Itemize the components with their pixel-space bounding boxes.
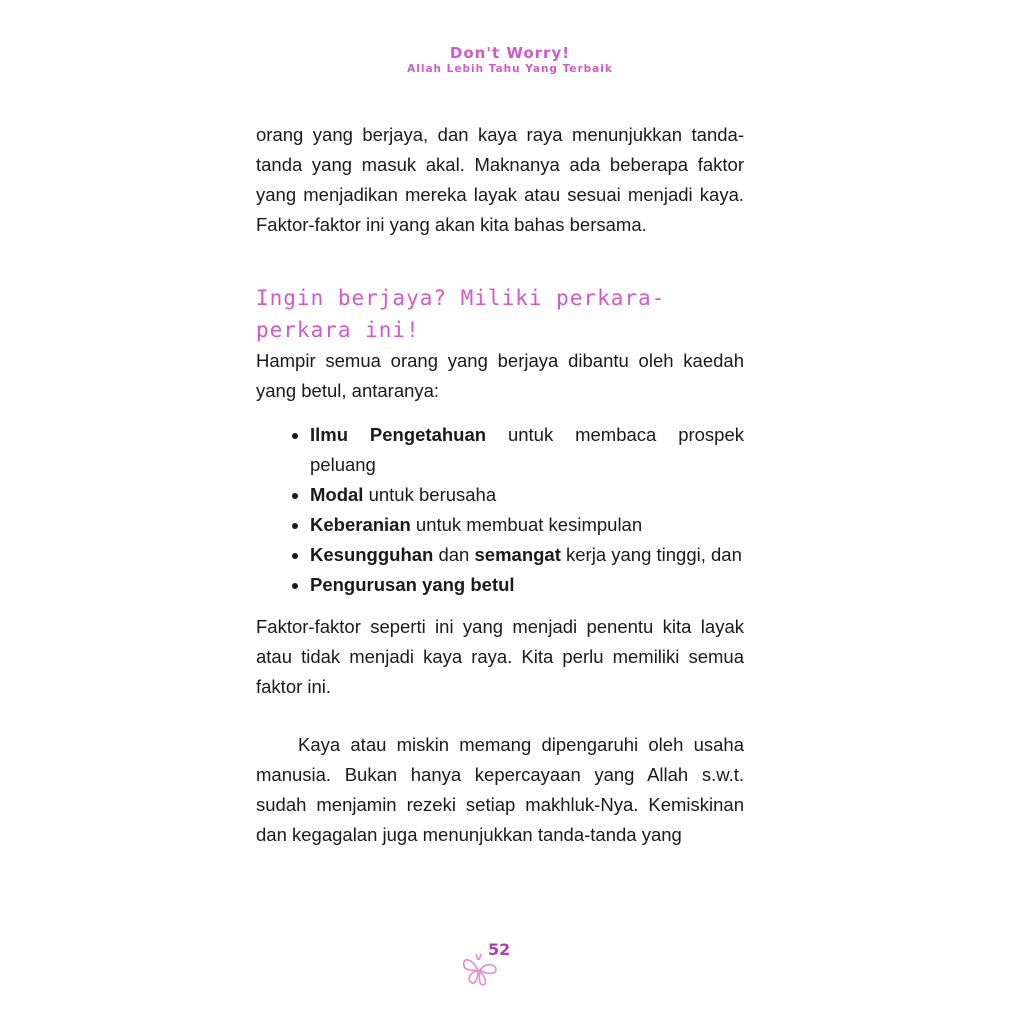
paragraph: orang yang berjaya, dan kaya raya menunjukkan tanda-tanda yang masuk akal. Maknanya ada beberapa faktor yang menjadikan mereka layak atau sesuai menjadi kaya. Faktor-faktor ini yang akan kita bahas bersama.	[256, 124, 744, 235]
page-footer	[460, 940, 540, 990]
list-item: • Ilmu Pengetahuan untuk membaca prospek peluang	[310, 420, 744, 480]
page-body	[256, 120, 744, 850]
running-header	[380, 44, 640, 75]
paragraph: Kaya atau miskin memang dipengaruhi oleh usaha manusia. Bukan hanya kepercayaan yang Allah s.w.t. sudah menjamin rezeki setiap makhluk-Nya. Kemiskinan dan kegagalan juga menunjukkan tanda-tanda yang	[256, 734, 744, 845]
header-subtitle: Allah Lebih Tahu Yang Terbaik	[407, 63, 613, 75]
list-item: • Keberanian untuk membuat kesimpulan	[310, 510, 744, 540]
list-item: • Modal untuk berusaha	[310, 480, 744, 510]
list-item: • Pengurusan yang betul	[310, 570, 744, 600]
paragraph: Hampir semua orang yang berjaya dibantu oleh kaedah yang betul, antaranya:	[256, 350, 744, 401]
paragraph: Faktor-faktor seperti ini yang menjadi penentu kita layak atau tidak menjadi kaya raya. Kita perlu memiliki semua faktor ini.	[256, 616, 744, 697]
factor-list	[256, 420, 744, 600]
page-number: 52	[488, 940, 511, 959]
header-title: Don't Worry!	[449, 44, 571, 62]
section-heading: Ingin berjaya? Miliki perkara-perkara ini!	[256, 286, 666, 342]
list-item: • Kesungguhan dan semangat kerja yang tinggi, dan	[310, 540, 744, 570]
